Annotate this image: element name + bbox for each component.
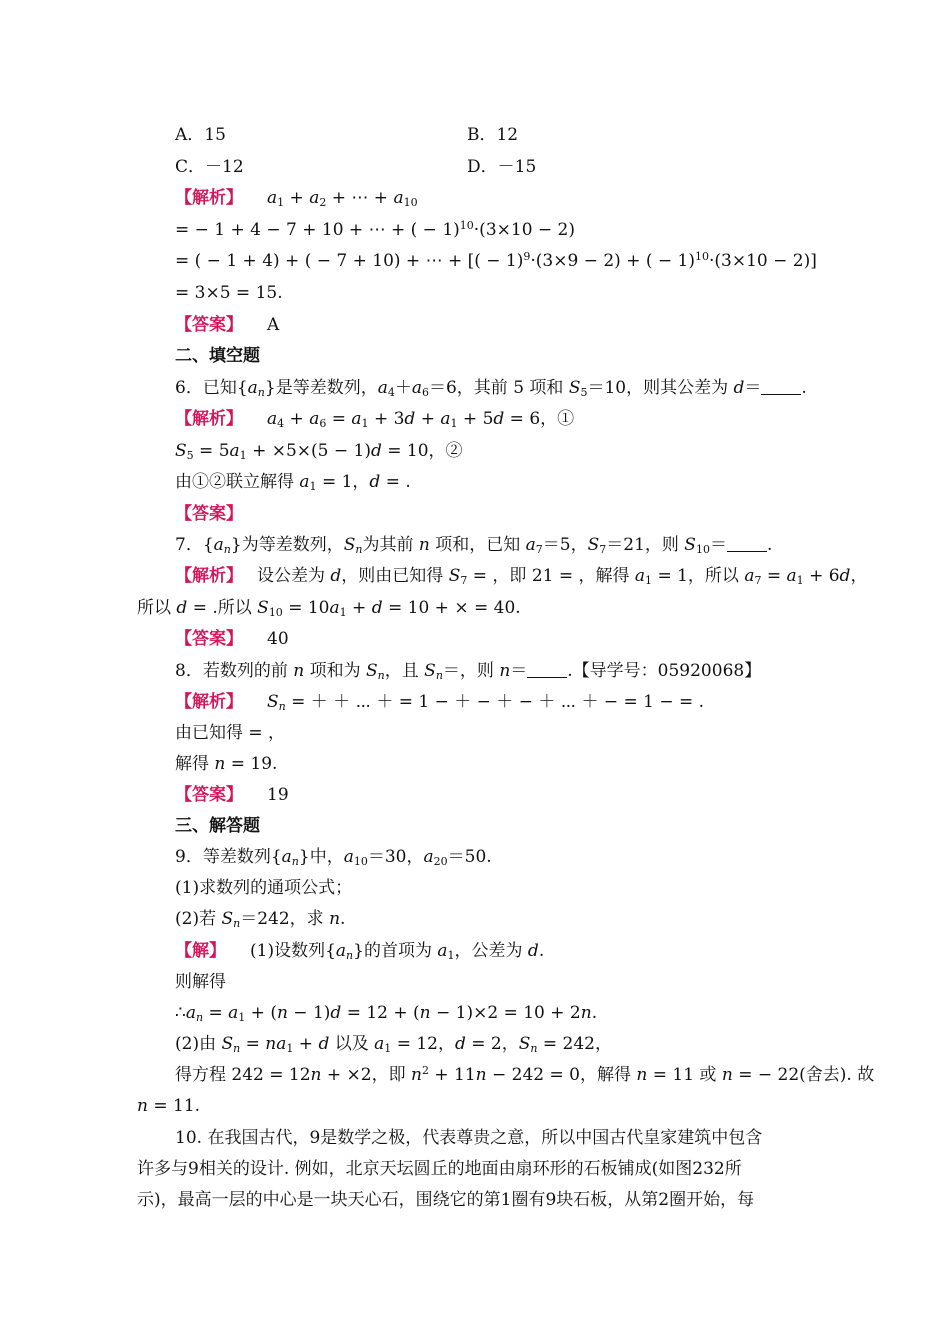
q7-answer: [175, 628, 289, 650]
q8-analysis-line-1: 【解析】 $S_n$ = ＋ ＋ ⋯ ＋ = 1 − ＋ − ＋ − ＋ ⋯ ＋ − = 1 − = .: [175, 692, 705, 713]
q8-answer: [175, 784, 289, 806]
analysis-tag: 【解析】: [175, 692, 243, 712]
answer-tag: 【答案】: [175, 315, 243, 335]
q8-guide-number: 【导学号：05920068】: [572, 661, 762, 681]
answer-tag: 【答案】: [175, 785, 243, 805]
q9-solution-line-6: n = 11.: [137, 1096, 201, 1116]
q9-solution-line-4: (2)由 $S_n = na_1 + d$ 以及 $a_1 = 12$，d = 2，$S_n = 242$，: [175, 1034, 612, 1055]
q6-analysis-line-2: $S_5 = 5a_1 + \times 5\times(5 - 1)d = 10$，②: [175, 441, 463, 462]
q5-analysis-line-1: 【解析】 $a_1 + a_2$ + ⋯ + $a_{10}$: [175, 188, 418, 209]
q7-analysis-line-2: 所以 d = .所以 $S_{10} = 10a_1 + d = 10$ + × = 40.: [137, 598, 521, 619]
q5-answer-value: A: [267, 315, 280, 335]
q6-analysis-line-3: 由①②联立解得 $a_1 = 1$，d = .: [175, 472, 411, 493]
q5-answer: [175, 314, 279, 336]
q5-analysis-line-4: = 3×5 = 15.: [175, 283, 283, 303]
q6-analysis-line-1: 【解析】 $a_4 + a_6 = a_1 + 3d + a_1 + 5d = 6$，①: [175, 409, 575, 430]
q7-answer-value: 40: [267, 629, 289, 649]
q9-part-2: (2)若 $S_n=242$，求 n.: [175, 909, 346, 930]
q8-answer-value: 19: [267, 785, 289, 805]
q6-stem: 6．已知$\{a_n\}$是等差数列，$a_4+a_6=6$，其前 5 项和 $S_5=10$，则其公差为 d＝ .: [175, 378, 807, 399]
analysis-tag: 【解析】: [175, 566, 243, 586]
q8-analysis-line-3: 解得 n = 19.: [175, 754, 278, 774]
option-a: A．15: [175, 125, 226, 145]
answer-blank: [727, 535, 767, 552]
q5-analysis-line-2: = − 1 + 4 − 7 + 10 + ⋯ + ( − 1)$^{10}$·(3×10 − 2): [175, 219, 576, 240]
q9-stem: 9．等差数列$\{a_n\}$中，$a_{10}=30$，$a_{20}=50$.: [175, 847, 492, 868]
q8-stem: 8．若数列的前 n 项和为 $S_n$，且 $S_n=$，则 n＝ .【导学号：05920068】: [175, 661, 762, 682]
option-b: B．12: [467, 125, 519, 145]
answer-tag: 【答案】: [175, 504, 243, 524]
answer-blank: [527, 661, 567, 678]
section-heading-fill-blank: 二、填空题: [175, 346, 260, 366]
q5-analysis-line-3: = ( − 1 + 4) + ( − 7 + 10) + ⋯ + [( − 1)$^9$·(3×9 − 2) + ( − 1)$^{10}$·(3×10 − 2)]: [175, 250, 817, 271]
q10-line-2: 许多与9相关的设计. 例如，北京天坛圆丘的地面由扇环形的石板铺成(如图232所: [137, 1159, 742, 1179]
solution-tag: 【解】: [175, 941, 226, 961]
answer-tag: 【答案】: [175, 629, 243, 649]
q9-solution-line-3: $\therefore a_n = a_1 + (n - 1)d = 12 + (n - 1)\times 2 = 10 + 2n$.: [175, 1003, 598, 1024]
q8-analysis-line-2: 由已知得 = ，: [175, 723, 286, 743]
q7-analysis-line-1: 【解析】 设公差为 d，则由已知得 $S_7$ = ，即 21 = ，解得 $a_1 = 1$，所以 $a_7 = a_1 + 6d$，: [175, 566, 868, 587]
option-c: C．－12: [175, 157, 244, 177]
answer-blank: [761, 378, 801, 395]
analysis-tag: 【解析】: [175, 188, 243, 208]
q7-stem: 7．$\{a_n\}$为等差数列，$S_n$为其前 n 项和，已知 $a_7=5$，$S_7=21$，则 $S_{10}=$ .: [175, 535, 773, 556]
option-d: D．－15: [467, 157, 537, 177]
section-heading-solve: 三、解答题: [175, 816, 260, 836]
analysis-tag: 【解析】: [175, 409, 243, 429]
q10-line-3: 示)，最高一层的中心是一块天心石，围绕它的第1圈有9块石板，从第2圈开始，每: [137, 1190, 755, 1210]
q10-line-1: 10. 在我国古代，9是数学之极，代表尊贵之意，所以中国古代皇家建筑中包含: [175, 1128, 763, 1148]
q9-solution-line-5: 得方程 242 = 12n + ×2，即 $n^2 + 11n - 242 = 0$，解得 n = 11 或 n = − 22(舍去). 故: [175, 1064, 875, 1085]
q9-part-1: (1)求数列的通项公式；: [175, 878, 353, 898]
q9-solution-line-1: 【解】 (1)设数列$\{a_n\}$的首项为 $a_1$，公差为 d.: [175, 941, 545, 962]
q6-answer: [175, 503, 267, 525]
q9-solution-line-2: 则解得: [175, 972, 226, 992]
